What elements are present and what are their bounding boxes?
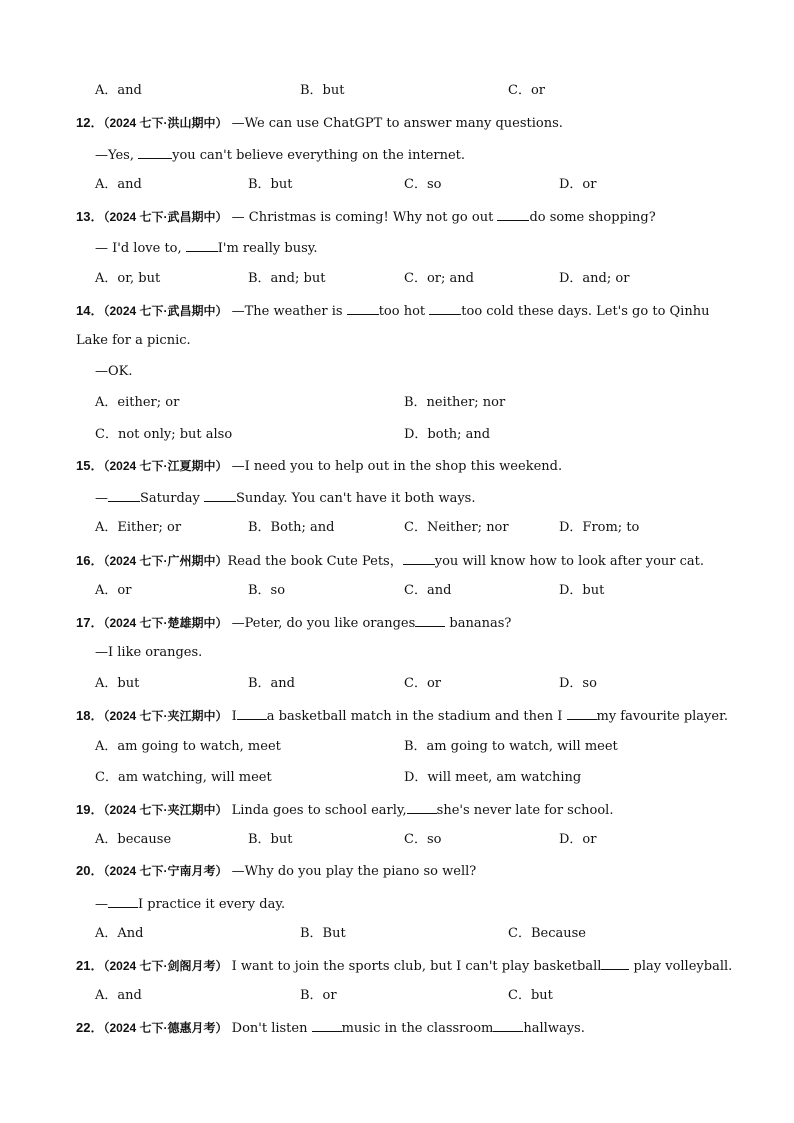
question-number: 13． (76, 209, 104, 224)
question-source: （2024 七下·洪山期中） (103, 116, 228, 130)
question-12-line2 (95, 146, 465, 164)
question-text: —I need you to help out in the shop this weekend. (231, 459, 563, 474)
option-b: B．But (300, 926, 346, 941)
option-a: A．and (95, 83, 142, 98)
text: play volleyball. (629, 959, 733, 974)
text: too hot (378, 304, 430, 319)
option-a: A．and (95, 988, 142, 1003)
question-21-stem (76, 957, 732, 975)
option-d: D．so (559, 676, 597, 691)
option-b: B．but (248, 832, 293, 847)
option-a: A．or (95, 583, 132, 598)
text: music in the classroom (341, 1021, 494, 1036)
text: —The weather is (231, 304, 347, 319)
option-a: A．either; or (95, 395, 180, 410)
answer-blank (497, 208, 529, 221)
option-c: C．not only; but also (95, 427, 233, 442)
text: Linda goes to school early, (231, 803, 407, 818)
option-b: B．and; but (248, 271, 326, 286)
answer-blank (186, 239, 218, 252)
question-source: （2024 七下·宁南月考） (103, 864, 228, 878)
question-source: （2024 七下·江夏期中） (103, 459, 228, 473)
question-source: （2024 七下·广州期中） (103, 554, 228, 568)
option-d: D．or (559, 832, 597, 847)
answer-blank (312, 1019, 342, 1032)
question-number: 12． (76, 115, 104, 130)
question-17-line2: —I like oranges. (95, 645, 203, 660)
text: Don't listen (231, 1021, 312, 1036)
text: — (95, 897, 108, 912)
option-a: A．am going to watch, meet (95, 739, 281, 754)
option-c: C．and (404, 583, 452, 598)
answer-blank (108, 895, 138, 908)
text: — Christmas is coming! Why not go out (231, 210, 498, 225)
text: — (95, 491, 108, 506)
text: I'm really busy. (217, 241, 318, 256)
option-a: A．or, but (95, 271, 161, 286)
answer-blank (403, 552, 435, 565)
question-14-line2: Lake for a picnic. (76, 333, 191, 348)
question-source: （2024 七下·夹江期中） (103, 709, 228, 723)
answer-blank (138, 146, 172, 159)
question-13-line2 (95, 239, 318, 257)
question-source: （2024 七下·剑阁月考） (103, 959, 228, 973)
question-number: 20． (76, 863, 104, 878)
question-text: —Why do you play the piano so well? (231, 864, 477, 879)
option-a: A．because (95, 832, 172, 847)
text: I practice it every day. (138, 897, 286, 912)
answer-blank (237, 707, 267, 720)
option-c: C．or (508, 83, 545, 98)
text: you can't believe everything on the internet. (172, 148, 466, 163)
answer-blank (415, 614, 445, 627)
question-source: （2024 七下·武昌期中） (103, 304, 228, 318)
answer-blank (493, 1019, 523, 1032)
answer-blank (567, 707, 597, 720)
text: —Yes, (95, 148, 139, 163)
text: my favourite player. (596, 709, 729, 724)
option-b: B．but (248, 177, 293, 192)
question-18-stem (76, 707, 728, 725)
answer-blank (429, 302, 461, 315)
text: Read the book Cute Pets， (227, 554, 403, 569)
answer-blank (601, 957, 629, 970)
question-19-stem (76, 801, 613, 819)
text: Sunday. You can't have it both ways. (236, 491, 476, 506)
question-number: 14． (76, 303, 104, 318)
question-17-stem (76, 614, 511, 632)
text: I want to join the sports club, but I can't play basketball (231, 959, 602, 974)
question-number: 21． (76, 958, 104, 973)
answer-blank (108, 489, 140, 502)
question-number: 15． (76, 458, 104, 473)
option-a: A．and (95, 177, 142, 192)
option-d: D．From; to (559, 520, 640, 535)
option-a: A．And (95, 926, 144, 941)
option-c: C．or; and (404, 271, 474, 286)
answer-blank (407, 801, 437, 814)
option-c: C．Neither; nor (404, 520, 509, 535)
question-number: 22． (76, 1020, 104, 1035)
option-b: B．so (248, 583, 286, 598)
text: a basketball match in the stadium and then I (266, 709, 567, 724)
question-12-stem (76, 115, 563, 132)
option-c: C．or (404, 676, 441, 691)
question-15-line2 (95, 489, 475, 507)
option-b: B．but (300, 83, 345, 98)
option-d: D．and; or (559, 271, 630, 286)
question-text: —We can use ChatGPT to answer many questions. (231, 116, 563, 131)
question-number: 18． (76, 708, 104, 723)
option-c: C．but (508, 988, 553, 1003)
text: — I'd love to, (95, 241, 186, 256)
question-source: （2024 七下·武昌期中） (103, 210, 228, 224)
option-c: C．Because (508, 926, 586, 941)
option-c: C．so (404, 177, 442, 192)
question-16-stem (76, 552, 704, 570)
option-d: D．but (559, 583, 605, 598)
question-22-stem (76, 1019, 585, 1037)
option-b: B．or (300, 988, 337, 1003)
question-20-line2 (95, 895, 285, 913)
question-14-stem (76, 302, 709, 320)
option-a: A．Either; or (95, 520, 182, 535)
question-20-stem (76, 863, 476, 880)
question-source: （2024 七下·楚雄期中） (103, 616, 228, 630)
option-a: A．but (95, 676, 140, 691)
option-d: D．both; and (404, 427, 491, 442)
question-source: （2024 七下·夹江期中） (103, 803, 228, 817)
option-b: B．Both; and (248, 520, 335, 535)
option-b: B．am going to watch, will meet (404, 739, 618, 754)
option-d: D．or (559, 177, 597, 192)
question-number: 17． (76, 615, 104, 630)
text: I (231, 709, 237, 724)
question-source: （2024 七下·德惠月考） (103, 1021, 228, 1035)
text: —Peter, do you like oranges (231, 616, 416, 631)
text: too cold these days. Let's go to Qinhu (461, 304, 710, 319)
answer-blank (204, 489, 236, 502)
text: Saturday (140, 491, 205, 506)
option-b: B．and (248, 676, 295, 691)
option-c: C．am watching, will meet (95, 770, 272, 785)
question-15-stem (76, 458, 562, 475)
option-b: B．neither; nor (404, 395, 506, 410)
text: hallways. (523, 1021, 585, 1036)
text: bananas? (445, 616, 512, 631)
question-number: 19． (76, 802, 104, 817)
question-13-stem (76, 208, 656, 226)
question-14-line3: —OK. (95, 364, 133, 379)
option-c: C．so (404, 832, 442, 847)
option-d: D．will meet, am watching (404, 770, 582, 785)
question-number: 16． (76, 553, 104, 568)
text: do some shopping? (529, 210, 656, 225)
answer-blank (347, 302, 379, 315)
text: she's never late for school. (436, 803, 614, 818)
text: you will know how to look after your cat. (434, 554, 705, 569)
